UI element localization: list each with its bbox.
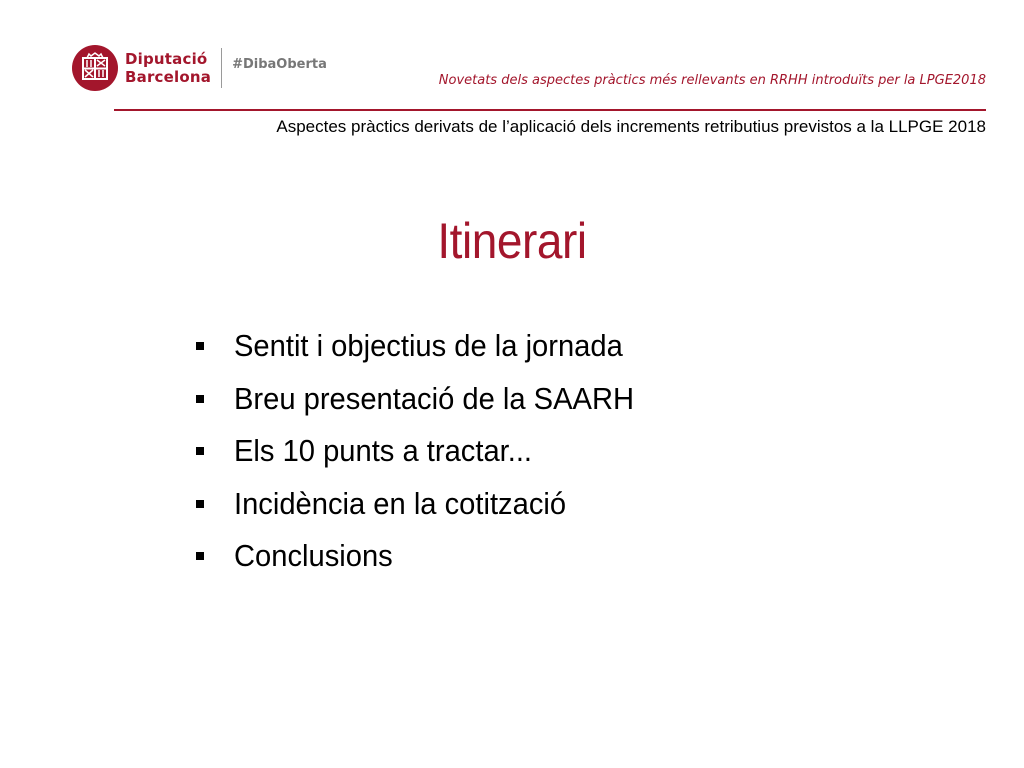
bullet-item xyxy=(196,373,660,426)
square-bullet-icon xyxy=(196,395,204,403)
bullet-text: Breu presentació de la SAARH xyxy=(234,380,635,416)
diputacio-logo xyxy=(72,44,327,92)
diputacio-seal-icon xyxy=(72,45,118,91)
bullet-text: Conclusions xyxy=(234,538,393,574)
bullet-text: Sentit i objectius de la jornada xyxy=(234,328,623,364)
presentation-title: Novetats dels aspectes pràctics més rellevants en RRHH introduïts per la LPGE2018 xyxy=(438,73,986,88)
bullet-item xyxy=(196,478,660,531)
hashtag: #DibaOberta xyxy=(232,56,327,72)
brand-divider xyxy=(221,48,222,88)
bullet-item xyxy=(196,425,660,478)
bullet-item xyxy=(196,530,660,583)
square-bullet-icon xyxy=(196,342,204,350)
header-divider xyxy=(114,109,986,111)
square-bullet-icon xyxy=(196,552,204,560)
slide-subtitle: Aspectes pràctics derivats de l’aplicació dels increments retributius previstos a la LLPGE 2018 xyxy=(276,117,986,136)
brand-line-2: Barcelona xyxy=(125,68,212,86)
bullet-item xyxy=(196,320,660,373)
square-bullet-icon xyxy=(196,500,204,508)
bullet-list xyxy=(196,320,660,583)
square-bullet-icon xyxy=(196,447,204,455)
brand-line-1: Diputació xyxy=(125,50,208,68)
bullet-text: Incidència en la cotització xyxy=(234,485,567,521)
bullet-text: Els 10 punts a tractar... xyxy=(234,433,533,469)
brand-name xyxy=(125,50,211,86)
slide-title: Itinerari xyxy=(437,213,587,269)
